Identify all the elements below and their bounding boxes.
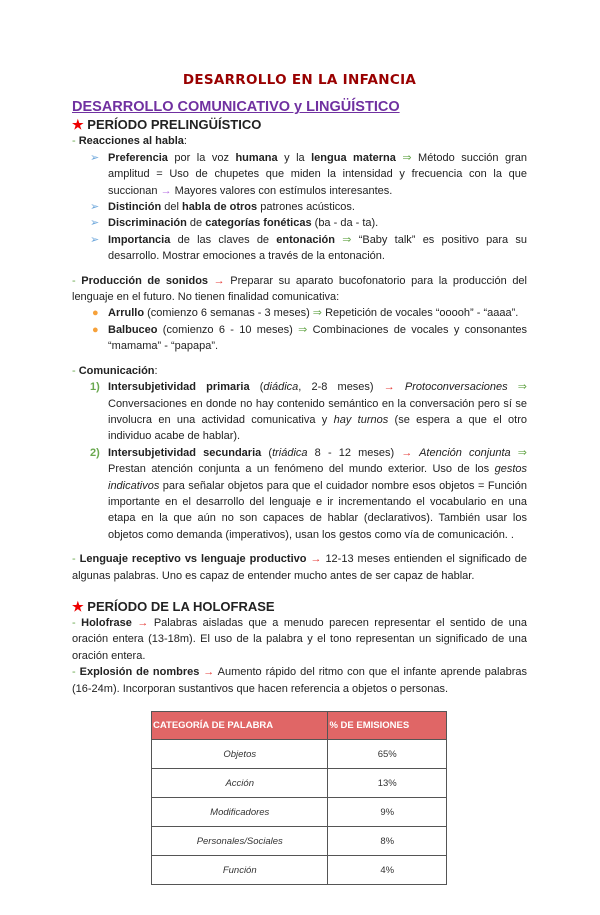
arrow-bullet-icon: ➢ <box>90 217 100 230</box>
table-cell: Objetos <box>152 740 328 769</box>
list-item: ● Arrullo (comienzo 6 semanas - 3 meses) ⇒ Repetición de vocales “ooooh” - “aaaa”. <box>72 305 527 321</box>
paragraph-produccion: - Producción de sonidos → Preparar su aparato bucofonatorio para la producción del lenguaje en el futuro. No tienen finalidad comunicativa: <box>72 274 527 304</box>
paragraph-holofrase: - Holofrase → Palabras aisladas que a menudo parecen representar el sentido de una oración entera (13-18m). El uso de la palabra y el tono representan un significado de una oración entera. <box>72 616 527 662</box>
dot-bullet-icon: ● <box>92 307 99 320</box>
arrow-bullet-icon: ➢ <box>90 233 100 246</box>
table-row <box>152 798 447 827</box>
table-header: CATEGORÍA DE PALABRA <box>152 712 328 740</box>
star-icon: ★ <box>72 598 84 614</box>
paragraph-reacciones: - Reacciones al habla: <box>72 135 187 148</box>
table-cell: Función <box>152 856 328 885</box>
list-produccion <box>72 305 527 354</box>
period-heading: ★ PERÍODO DE LA HOLOFRASE <box>72 598 275 614</box>
list-item: ● Balbuceo (comienzo 6 - 10 meses) ⇒ Combinaciones de vocales y consonantes “mamama” - “papapa”. <box>92 323 528 353</box>
list-item: 1) Intersubjetividad primaria (diádica, 2-8 meses) → Protoconversaciones ⇒ Conversaciones en donde no hay contenido semántico en la conversación pero sí se involucra en una actividad comunicativa y hay turnos (se espera a que el otro individuo acabe de hablar). <box>90 381 527 443</box>
paragraph-lenguaje: - Lenguaje receptivo vs lenguaje productivo → 12-13 meses entienden el significado de algunas palabras. Uno es capaz de entender mucho antes de ser capaz de hablar. <box>72 553 527 582</box>
paragraph-comunicacion: - Comunicación: <box>72 364 158 377</box>
list-item: ➢ Preferencia por la voz humana y la lengua materna ⇒ Método succión gran amplitud = Uso de chupetes que miden la intensidad y frecuencia con la que succionan → Mayores valores con estímulos interesantes. <box>90 151 527 197</box>
arrow-bullet-icon: ➢ <box>90 151 100 164</box>
arrow-bullet-icon: ➢ <box>90 201 100 214</box>
table-row <box>152 827 447 856</box>
table-cell: 13% <box>328 769 447 798</box>
table-cell: Personales/Sociales <box>152 827 328 856</box>
table-cell: Modificadores <box>152 798 328 827</box>
section-heading: DESARROLLO COMUNICATIVO y LINGÜÍSTICO <box>72 99 400 116</box>
table-cell: 8% <box>328 827 447 856</box>
table-cell: 4% <box>328 856 447 885</box>
list-item: 2) Intersubjetividad secundaria (triádica 8 - 12 meses) → Atención conjunta ⇒ Prestan atención conjunta a un fenómeno del mundo exterior. Uso de los gestos indicativos para señalar objetos para que el cuidador nombre esos objetos = Función importante en el desarrollo del lenguaje e ir incrementando el vocabulario en una etapa en la que aún no son capaces de hablar (declarativos). También usar los objetos como demanda (imperativos), usan los gestos como vía de comunicación. . <box>90 446 527 541</box>
list-comunicacion <box>72 379 527 543</box>
table-cell: Acción <box>152 769 328 798</box>
dot-bullet-icon: ● <box>92 323 99 336</box>
list-item: ➢ Importancia de las claves de entonación ⇒ “Baby talk” es positivo para su desarrollo. Mostrar emociones a través de la entonación. <box>90 233 527 263</box>
table-row <box>152 740 447 769</box>
period-heading: ★ PERÍODO PRELINGÜÍSTICO <box>72 117 262 133</box>
list-reacciones <box>72 150 527 265</box>
list-item: ➢ Discriminación de categorías fonéticas (ba - da - ta). <box>72 215 527 231</box>
star-icon: ★ <box>72 117 84 133</box>
list-item: ➢ Distinción del habla de otros patrones acústicos. <box>72 199 527 215</box>
word-category-table <box>151 711 447 885</box>
table-header: % DE EMISIONES <box>328 712 447 740</box>
table-row <box>152 769 447 798</box>
paragraph-explosion: - Explosión de nombres → Aumento rápido del ritmo con que el infante aprende palabras (16-24m). Incorporan sustantivos que hacen referencia a objetos o personas. <box>72 666 527 695</box>
table-row <box>152 856 447 885</box>
table-cell: 65% <box>328 740 447 769</box>
document-title: DESARROLLO EN LA INFANCIA <box>182 72 417 88</box>
table-cell: 9% <box>328 798 447 827</box>
